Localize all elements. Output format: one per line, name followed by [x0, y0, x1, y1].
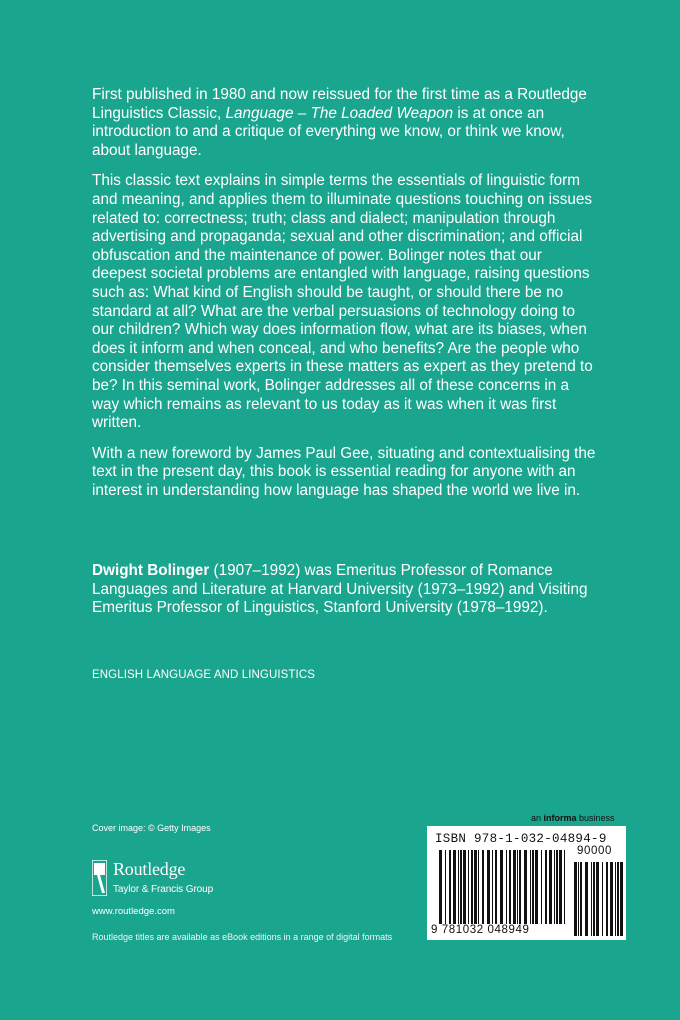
book-title-italic: Language – The Loaded Weapon: [225, 104, 454, 122]
barcode-bar: [535, 850, 538, 924]
barcode-bar: [449, 850, 451, 924]
barcode-bar: [482, 850, 484, 924]
barcode-bar: [460, 850, 462, 924]
author-name: Dwight Bolinger: [92, 562, 210, 579]
barcode-bar: [517, 850, 518, 924]
cover-image-credit: Cover image: © Getty Images: [92, 823, 211, 833]
informa-business-tag: an informa business: [531, 813, 615, 823]
blurb-paragraph-3: With a new foreword by James Paul Gee, situating and contextualising the text in the present day, this book is essential reading for anyone with an interest in understanding how language has shaped the world we live in.: [92, 444, 596, 499]
publisher-group: Taylor & Francis Group: [113, 884, 214, 895]
barcode-bar: [458, 850, 459, 924]
barcode-bar: [519, 850, 521, 924]
barcode-bar: [495, 850, 497, 924]
barcode-bar: [513, 850, 516, 924]
barcode-addon-digits: 90000: [577, 845, 612, 857]
barcode-bar: [530, 850, 531, 924]
barcode-bar: [578, 862, 579, 936]
barcode-bar: [620, 862, 623, 936]
barcode-bar: [606, 862, 608, 936]
barcode-bar: [468, 850, 469, 924]
isbn-number: ISBN 978-1-032-04894-9: [435, 832, 607, 846]
author-bio: [92, 562, 602, 618]
barcode-bar: [585, 862, 588, 936]
author-bio-text: (1907–1992) was Emeritus Professor of Romance Languages and Literature at Harvard University (1973–1992) and Visiting Emeritus Professor of Linguistics, Stanford University (1978–1992).: [92, 562, 588, 617]
barcode-bar: [506, 850, 507, 924]
barcode-bar: [593, 862, 595, 936]
barcode-bar: [541, 850, 542, 924]
routledge-logo: [92, 859, 252, 899]
barcode-bar: [509, 850, 511, 924]
publisher-name: Routledge: [113, 859, 186, 879]
routledge-logo-icon: [92, 860, 107, 896]
barcode-bar: [474, 850, 477, 924]
barcode-bar: [559, 850, 562, 924]
barcode-bar: [610, 862, 613, 936]
barcode-ean-digits: 9 781032 048949: [431, 924, 530, 936]
barcode-bar: [492, 850, 493, 924]
barcode-bar: [617, 862, 619, 936]
barcode-bar: [602, 862, 603, 936]
barcode-bar: [478, 850, 479, 924]
barcode-bar: [549, 850, 552, 924]
barcode-bar: [439, 850, 442, 924]
barcode-bar: [591, 862, 592, 936]
barcode-bar: [532, 850, 534, 924]
barcode-bar: [524, 850, 527, 924]
barcode-bar: [580, 862, 582, 936]
ebook-availability-note: Routledge titles are available as eBook editions in a range of digital formats: [92, 932, 393, 942]
barcode-bar: [596, 862, 599, 936]
blurb-paragraph-2: This classic text explains in simple terms the essentials of linguistic form and meaning, and applies them to illuminate questions touching on issues related to: correctness; truth; class and dialect; manipulation through advertising and propaganda; sexual and other discrimination; and official obfuscation and the maintenance of power. Bolinger notes that our deepest societal problems are entangled with language, raising questions such as: What kind of English should be taught, or should there be no standard at all? What are the verbal persuasions of technology doing to our children? Which way does information flow, what are its biases, when does it inform and when conceal, and who benefits? Are the people who consider themselves experts in these matters as expert as they pretend to be? In this seminal work, Bolinger addresses all of these concerns in a way which remains as relevant to us today as it was when it was first written.: [92, 172, 593, 432]
barcode-bar: [615, 862, 616, 936]
barcode-bar: [445, 850, 446, 924]
barcode-bar: [471, 850, 473, 924]
barcode-bar: [574, 862, 577, 936]
back-cover-blurb: [92, 86, 600, 512]
publisher-url: www.routledge.com: [92, 906, 175, 917]
subject-category: ENGLISH LANGUAGE AND LINGUISTICS: [92, 669, 316, 681]
barcode-bar: [453, 850, 456, 924]
isbn-barcode: [427, 826, 626, 940]
barcode-bar: [564, 850, 565, 924]
barcode-bar: [554, 850, 555, 924]
barcode-bar: [500, 850, 503, 924]
blurb-paragraph-1: First published in 1980 and now reissued for the first time as a Routledge Linguistics Classic, Language – The Loaded Weapon is at once an introduction to and a critique of everything we know, or think we know, about language.: [92, 86, 587, 159]
barcode-bar: [556, 850, 558, 924]
barcode-bar: [463, 850, 466, 924]
barcode-bar: [487, 850, 490, 924]
barcode-bar: [545, 850, 547, 924]
